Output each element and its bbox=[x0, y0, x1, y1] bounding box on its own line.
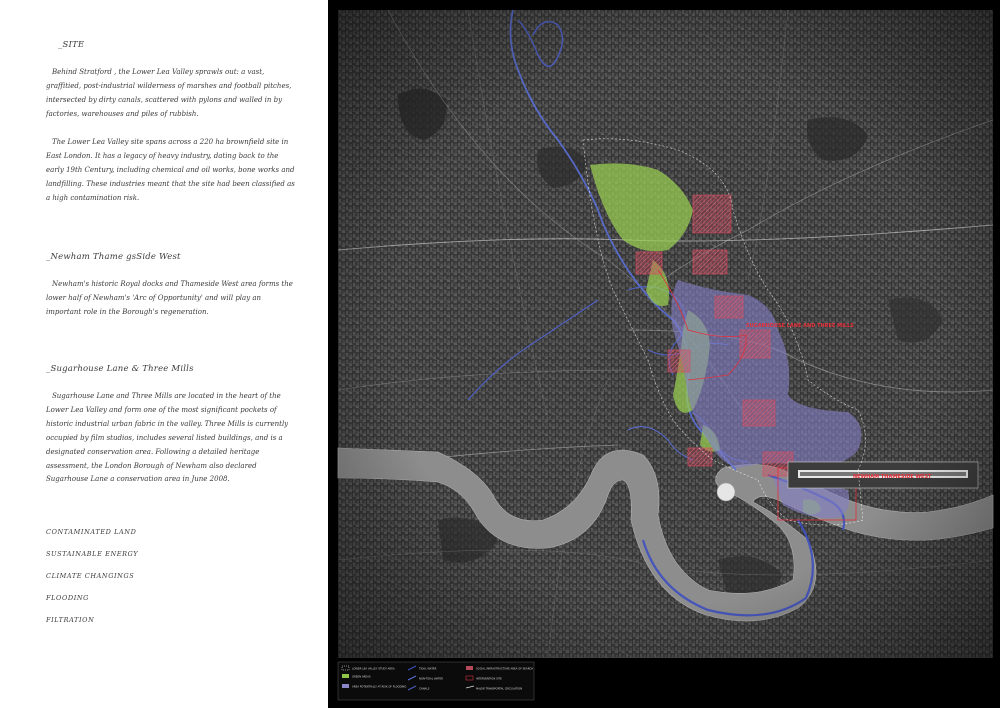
keyword-contaminated-land: CONTAMINATED LAND bbox=[46, 528, 137, 536]
newham-heading: _Newham Thame gsSide West bbox=[46, 252, 181, 262]
sugarhouse-paragraph: Sugarhouse Lane and Three Mills are located in the heart of the Lower Lea Valley and form one of the most significant pockets of historic industrial urban fabric in the valley. Three Mills is currently occupied by film studios, includes several listed buildings, and is a designated conservation area. Following a detailed heritage assessment, the London Borough of Newham also declared Sugarhouse Lane a conservation area in June 2008. bbox=[46, 392, 289, 484]
svg-text:TIDAL WATER: TIDAL WATER bbox=[419, 667, 437, 671]
svg-text:GREEN AREAS: GREEN AREAS bbox=[352, 675, 371, 679]
site-paragraph-1: Behind Stratford , the Lower Lea Valley sprawls out: a vast, graffitied, post-industrial wilderness of marshes and football pitches, intersected by dirty canals, scattered with pylons and walled in by factories, warehouses and piles of rubbish. bbox=[46, 68, 292, 118]
newham-paragraph: Newham's historic Royal docks and Thameside West area forms the lower half of Newham's 'Arc of Opportunity' and will play an important role in the Borough's regeneration. bbox=[46, 280, 293, 316]
keyword-sustainable-energy: SUSTAINABLE ENERGY bbox=[46, 550, 139, 558]
svg-text:AREA POTENTIALLY AT RISK OF FL: AREA POTENTIALLY AT RISK OF FLOODING bbox=[352, 685, 407, 689]
map-panel bbox=[328, 0, 1000, 708]
legend-item-flood-risk bbox=[342, 684, 406, 689]
legend-item-green-areas bbox=[342, 674, 371, 679]
sugarhouse-heading: _Sugarhouse Lane & Three Mills bbox=[46, 364, 194, 374]
svg-text:INTERVENTION SITE: INTERVENTION SITE bbox=[476, 677, 502, 681]
svg-text:MAJOR TRANSPORTAL CIRCULATION: MAJOR TRANSPORTAL CIRCULATION bbox=[476, 687, 523, 691]
svg-text:CANALS: CANALS bbox=[419, 687, 430, 691]
svg-text:LOWER LEA VALLEY STUDY AREA: LOWER LEA VALLEY STUDY AREA bbox=[352, 667, 395, 671]
legend-item-social-infrastructure bbox=[466, 666, 533, 671]
svg-text:SOCIAL INFRASTRUCTURE AREA OF: SOCIAL INFRASTRUCTURE AREA OF SEARCH bbox=[476, 667, 534, 671]
keyword-filtration: FILTRATION bbox=[46, 616, 95, 624]
site-heading: _SITE bbox=[58, 40, 85, 50]
map-canvas bbox=[328, 0, 1000, 708]
map-legend bbox=[338, 662, 534, 700]
svg-text:NON-TIDAL WATER: NON-TIDAL WATER bbox=[419, 677, 443, 681]
text-panel bbox=[0, 0, 328, 708]
keyword-flooding: FLOODING bbox=[46, 594, 89, 602]
site-paragraph-2: The Lower Lea Valley site spans across a 220 ha brownfield site in East London. It has a legacy of heavy industry, dating back to the early 19th Century, including chemical and oil works, bone works and landfilling. These industries meant that the site had been classified as a high contamination risk. bbox=[46, 138, 295, 202]
keyword-climate-changings: CLIMATE CHANGINGS bbox=[46, 572, 135, 580]
